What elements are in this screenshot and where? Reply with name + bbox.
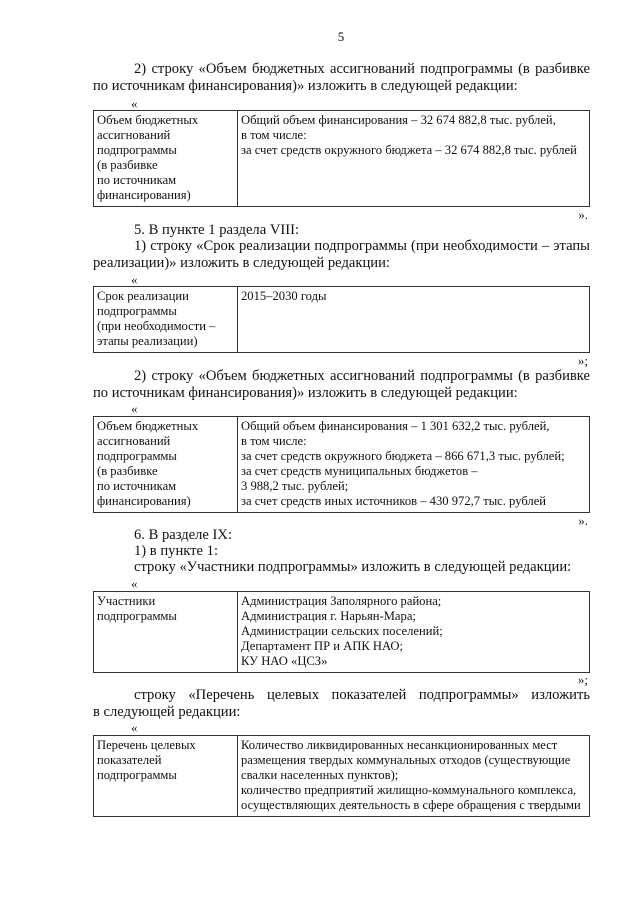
table-value-cell: [238, 592, 590, 673]
paragraph-line: 1) строку «Срок реализации подпрограммы (при необходимости – этапы: [134, 238, 590, 254]
table-row: [94, 417, 590, 513]
cell-line: 3 988,2 тыс. рублей;: [241, 479, 349, 493]
table-label-cell: [94, 111, 238, 207]
table-row: [94, 592, 590, 673]
cell-line: по источникам: [97, 479, 177, 493]
open-quote: «: [131, 576, 138, 591]
cell-line: ассигнований: [97, 434, 171, 448]
paragraph-line: в следующей редакции:: [93, 704, 241, 720]
cell-line: Перечень целевых: [97, 738, 196, 752]
table-label-cell: [94, 287, 238, 353]
table-row: [94, 287, 590, 353]
paragraph-line: реализации)» изложить в следующей редакции:: [93, 255, 390, 271]
cell-line: подпрограммы: [97, 609, 177, 623]
table-budget-2: [93, 416, 590, 513]
open-quote: «: [131, 720, 138, 735]
cell-line: по источникам: [97, 173, 177, 187]
table-value-cell: [238, 287, 590, 353]
table-label-cell: [94, 592, 238, 673]
cell-line: ассигнований: [97, 128, 171, 142]
paragraph-line: по источникам финансирования)» изложить в следующей редакции:: [93, 385, 518, 401]
section-heading: 6. В разделе IX:: [134, 527, 233, 543]
cell-line: осуществляющих деятельность в сфере обращения с твердыми: [241, 798, 581, 812]
cell-line: Общий объем финансирования – 32 674 882,8 тыс. рублей,: [241, 113, 556, 127]
cell-line: подпрограммы: [97, 449, 177, 463]
cell-line: финансирования): [97, 188, 191, 202]
cell-line: за счет средств окружного бюджета – 32 674 882,8 тыс. рублей: [241, 143, 577, 157]
cell-line: показателей: [97, 753, 162, 767]
open-quote: «: [131, 401, 138, 416]
table-label-cell: [94, 417, 238, 513]
page-number: 5: [337, 29, 345, 44]
subsection-heading: 1) в пункте 1:: [134, 543, 219, 559]
cell-line: Участники: [97, 594, 156, 608]
paragraph-line: строку «Участники подпрограммы» изложить в следующей редакции:: [134, 559, 572, 575]
cell-line: размещения твердых коммунальных отходов (существующие: [241, 753, 571, 767]
open-quote: «: [131, 96, 138, 111]
table-term: [93, 286, 590, 353]
cell-line: (при необходимости –: [97, 319, 216, 333]
cell-line: за счет средств муниципальных бюджетов –: [241, 464, 478, 478]
close-quote: »;: [577, 353, 588, 368]
cell-line: (в разбивке: [97, 464, 158, 478]
close-quote: ».: [578, 513, 588, 528]
table-value-cell: [238, 736, 590, 817]
cell-line: в том числе:: [241, 434, 307, 448]
close-quote: ».: [578, 207, 588, 222]
cell-line: Администрация г. Нарьян-Мара;: [241, 609, 416, 623]
table-row: [94, 111, 590, 207]
cell-line: подпрограммы: [97, 304, 177, 318]
cell-line: (в разбивке: [97, 158, 158, 172]
cell-line: Общий объем финансирования – 1 301 632,2 тыс. рублей,: [241, 419, 550, 433]
table-value-cell: [238, 417, 590, 513]
paragraph-line: строку «Перечень целевых показателей подпрограммы» изложить: [134, 687, 590, 703]
cell-line: Объем бюджетных: [97, 113, 199, 127]
cell-line: Администрации сельских поселений;: [241, 624, 443, 638]
cell-line: за счет средств окружного бюджета – 866 671,3 тыс. рублей;: [241, 449, 565, 463]
table-participants: [93, 591, 590, 673]
table-label-cell: [94, 736, 238, 817]
close-quote: »;: [577, 672, 588, 687]
cell-line: Департамент ПР и АПК НАО;: [241, 639, 404, 653]
cell-line: КУ НАО «ЦСЗ»: [241, 654, 328, 668]
cell-line: финансирования): [97, 494, 191, 508]
paragraph-line: 2) строку «Объем бюджетных ассигнований подпрограммы (в разбивке: [134, 368, 590, 384]
cell-line: Срок реализации: [97, 289, 189, 303]
cell-line: Объем бюджетных: [97, 419, 199, 433]
table-budget-1: [93, 110, 590, 207]
cell-line: 2015–2030 годы: [241, 289, 327, 303]
table-row: [94, 736, 590, 817]
table-indicators: [93, 735, 590, 817]
cell-line: Администрация Заполярного района;: [241, 594, 442, 608]
cell-line: в том числе:: [241, 128, 307, 142]
cell-line: этапы реализации): [97, 334, 198, 348]
cell-line: подпрограммы: [97, 768, 177, 782]
table-value-cell: [238, 111, 590, 207]
paragraph-line: 2) строку «Объем бюджетных ассигнований подпрограммы (в разбивке: [134, 61, 590, 77]
cell-line: за счет средств иных источников – 430 972,7 тыс. рублей: [241, 494, 547, 508]
paragraph-line: по источникам финансирования)» изложить в следующей редакции:: [93, 78, 518, 94]
cell-line: подпрограммы: [97, 143, 177, 157]
section-heading: 5. В пункте 1 раздела VIII:: [134, 222, 299, 238]
open-quote: «: [131, 272, 138, 287]
cell-line: свалки населенных пунктов);: [241, 768, 399, 782]
cell-line: количество предприятий жилищно-коммунального комплекса,: [241, 783, 577, 797]
cell-line: Количество ликвидированных несанкционированных мест: [241, 738, 558, 752]
